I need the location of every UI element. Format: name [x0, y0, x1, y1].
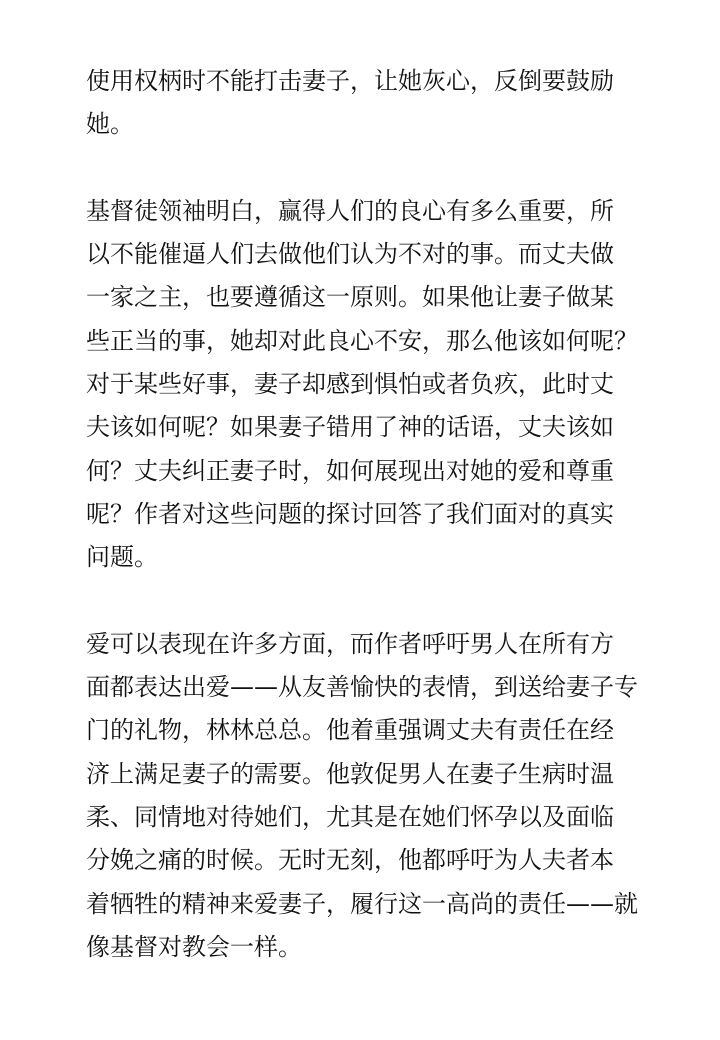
text-line: 面都表达出爱——从友善愉快的表情，到送给妻子专 [86, 673, 638, 702]
text-line: 分娩之痛的时候。无时无刻，他都呼吁为人夫者本 [86, 846, 614, 875]
text-line: 何？丈夫纠正妻子时，如何展现出对她的爱和尊重 [86, 456, 614, 485]
text-line: 使用权柄时不能打击妻子，让她灰心，反倒要鼓励 [86, 67, 614, 95]
text-line: 爱可以表现在许多方面，而作者呼吁男人在所有方 [86, 629, 614, 658]
text-line: 问题。 [86, 543, 158, 572]
text-line: 门的礼物，林林总总。他着重强调丈夫有责任在经 [86, 716, 614, 745]
paragraph-3 [86, 623, 646, 969]
text-line: 一家之主，也要遵循这一原则。如果他让妻子做某 [86, 283, 614, 312]
text-line: 基督徒领袖明白，赢得人们的良心有多么重要，所 [86, 196, 614, 225]
document-page [86, 60, 646, 969]
text-line: 柔、同情地对待她们，尤其是在她们怀孕以及面临 [86, 803, 614, 832]
text-line: 对于某些好事，妻子却感到惧怕或者负疚，此时丈 [86, 370, 614, 399]
text-line: 她。 [86, 110, 134, 139]
text-line: 济上满足妻子的需要。他敦促男人在妻子生病时温 [86, 759, 614, 788]
paragraph-2 [86, 190, 646, 580]
text-line: 像基督对教会一样。 [86, 932, 302, 961]
text-line: 呢？作者对这些问题的探讨回答了我们面对的真实 [86, 499, 614, 528]
text-line: 些正当的事，她却对此良心不安，那么他该如何呢？ [86, 326, 638, 355]
text-line: 以不能催逼人们去做他们认为不对的事。而丈夫做 [86, 240, 614, 269]
paragraph-1 [86, 60, 646, 147]
text-line: 着牺牲的精神来爱妻子，履行这一高尚的责任——就 [86, 889, 638, 918]
text-line: 夫该如何呢？如果妻子错用了神的话语，丈夫该如 [86, 413, 614, 442]
